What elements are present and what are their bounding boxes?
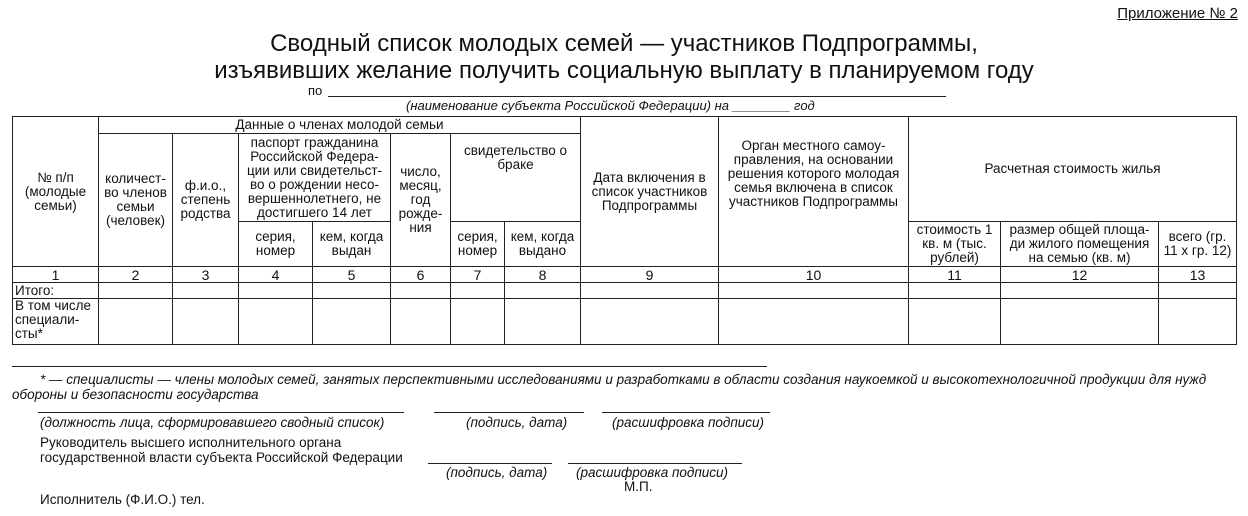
col-birthdate-header: число, месяц, год рожде-ния — [391, 134, 451, 267]
col-date-header: Дата включения в список участников Подпрограммы — [581, 117, 719, 267]
col-index: 6 — [391, 267, 451, 283]
head-title-line2: государственной власти субъекта Российской Федерации — [40, 450, 403, 465]
position-caption: (должность лица, сформировавшего сводный список) — [40, 415, 385, 430]
head-signature-underline — [428, 463, 552, 464]
head-title-line1: Руководитель высшего исполнительного органа — [40, 435, 342, 450]
footnote-text: * — специалисты — члены молодых семей, занятых перспективными исследованиями и разработками в области создания наукоемкой и высокотехнологичной продукции для нужд обороны и безопасности государства — [12, 372, 1207, 402]
table-cell — [581, 299, 719, 345]
row-total-label: Итого: — [13, 283, 99, 299]
col-index: 1 — [13, 267, 99, 283]
table-cell — [451, 299, 505, 345]
table-cell — [391, 283, 451, 299]
marriage-issued-header: кем, когда выдано — [505, 222, 581, 267]
table-cell — [173, 299, 239, 345]
row-specialists-label: В том числе специали-сты* — [13, 299, 99, 345]
table-cell — [719, 299, 909, 345]
col-index: 3 — [173, 267, 239, 283]
total-cost-header: всего (гр. 11 х гр. 12) — [1159, 222, 1237, 267]
col-index: 11 — [909, 267, 1001, 283]
footnote-divider — [12, 366, 767, 367]
decode-caption: (расшифровка подписи) — [612, 415, 765, 430]
table-cell — [719, 283, 909, 299]
table-cell — [99, 283, 173, 299]
col-index: 9 — [581, 267, 719, 283]
head-sign-date-caption: (подпись, дата) — [446, 465, 548, 480]
col-index: 7 — [451, 267, 505, 283]
table-cell — [99, 299, 173, 345]
decode-underline — [602, 412, 770, 413]
families-table — [12, 116, 1237, 345]
col-number-header: № п/п (молодые семьи) — [13, 117, 99, 267]
table-cell — [313, 283, 391, 299]
sign-date-caption: (подпись, дата) — [466, 415, 568, 430]
table-cell — [391, 299, 451, 345]
col-index: 2 — [99, 267, 173, 283]
document-title-line1: Сводный список молодых семей — участников Подпрограммы, — [270, 30, 978, 57]
marriage-series-header: серия, номер — [451, 222, 505, 267]
cost-sqm-header: стоимость 1 кв. м (тыс. рублей) — [909, 222, 1001, 267]
col-index: 5 — [313, 267, 391, 283]
col-organ-header: Орган местного самоу-правления, на основании решения которого молодая семья включена в список участников Подпрограммы — [719, 117, 909, 267]
table-cell — [1001, 299, 1159, 345]
col-index: 12 — [1001, 267, 1159, 283]
subject-prefix: по — [308, 83, 323, 98]
seal-label: М.П. — [624, 479, 653, 494]
col-index: 8 — [505, 267, 581, 283]
family-data-header: Данные о членах молодой семьи — [99, 117, 581, 134]
subject-underline — [328, 96, 946, 97]
document-title-line2: изъявивших желание получить социальную выплату в планируемом году — [214, 57, 1034, 84]
appendix-label: Приложение № 2 — [1117, 5, 1238, 22]
passport-issued-header: кем, когда выдан — [313, 222, 391, 267]
table-cell — [909, 283, 1001, 299]
table-cell — [909, 299, 1001, 345]
area-header: размер общей площа-ди жилого помещения на семью (кв. м) — [1001, 222, 1159, 267]
table-cell — [505, 299, 581, 345]
col-index: 4 — [239, 267, 313, 283]
marriage-cert-header: свидетельство о браке — [451, 134, 581, 222]
table-cell — [1159, 299, 1237, 345]
table-cell — [1159, 283, 1237, 299]
head-decode-underline — [568, 463, 742, 464]
col-members-count-header: количест-во членов семьи (человек) — [99, 134, 173, 267]
cost-group-header: Расчетная стоимость жилья — [909, 117, 1237, 222]
table-cell — [313, 299, 391, 345]
table-cell — [239, 283, 313, 299]
col-index: 13 — [1159, 267, 1237, 283]
subject-caption: (наименование субъекта Российской Федерации) на ________ год — [406, 98, 815, 113]
position-underline — [38, 412, 404, 413]
executor-label: Исполнитель (Ф.И.О.) тел. — [40, 492, 205, 507]
head-decode-caption: (расшифровка подписи) — [576, 465, 729, 480]
passport-header: паспорт гражданина Российской Федера-ции или свидетельст-во о рождении несо-вершеннолетнего, не достигшего 14 лет — [239, 134, 391, 222]
table-cell — [505, 283, 581, 299]
col-fio-header: ф.и.о., степень родства — [173, 134, 239, 267]
table-cell — [239, 299, 313, 345]
table-cell — [1001, 283, 1159, 299]
table-cell — [581, 283, 719, 299]
signature-underline — [434, 412, 584, 413]
col-index: 10 — [719, 267, 909, 283]
table-cell — [451, 283, 505, 299]
table-cell — [173, 283, 239, 299]
passport-series-header: серия, номер — [239, 222, 313, 267]
